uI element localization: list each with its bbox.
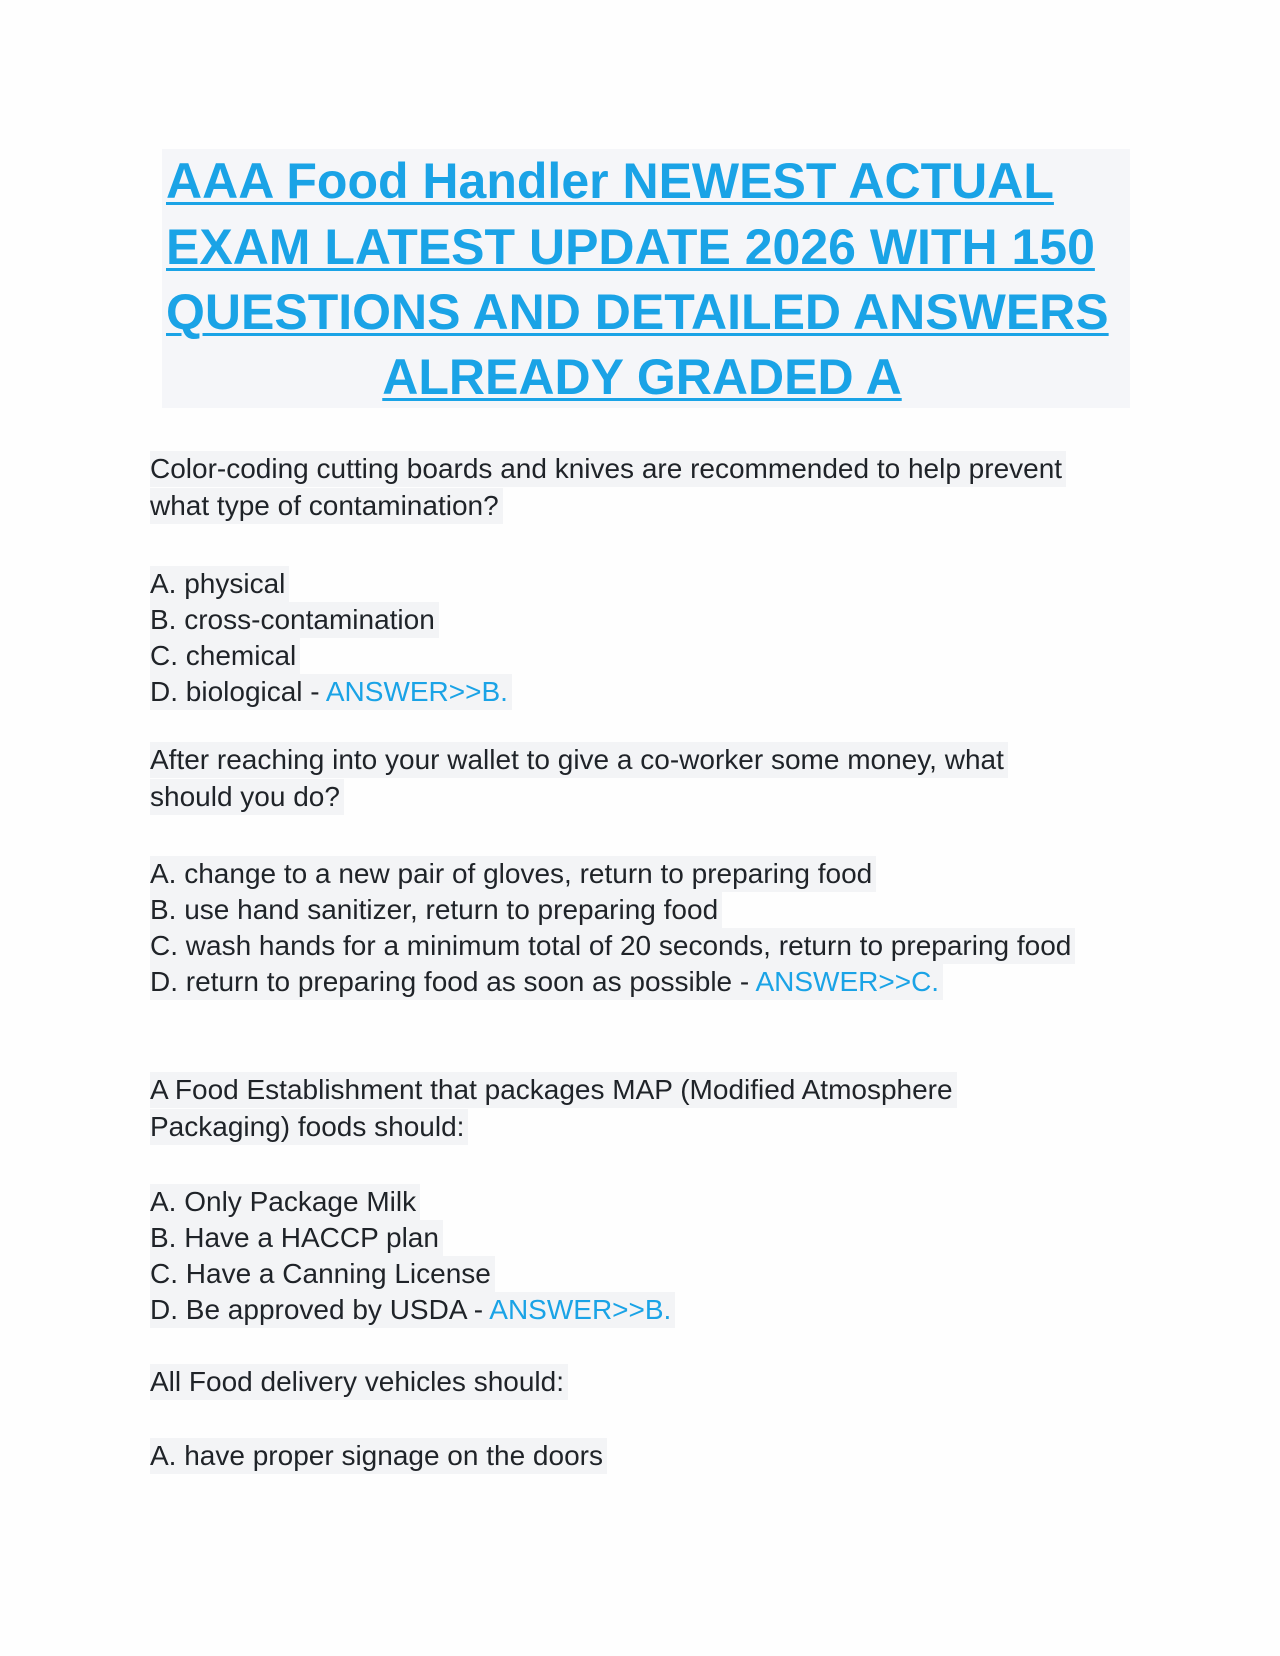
question-text: what type of contamination? (150, 488, 503, 524)
option-item: C. Have a Canning License (150, 1256, 495, 1292)
option-item: A. have proper signage on the doors (150, 1438, 607, 1474)
question-text: Color-coding cutting boards and knives are recommended to help prevent (150, 451, 1066, 487)
option-item: B. Have a HACCP plan (150, 1220, 443, 1256)
option-item: A. change to a new pair of gloves, return to preparing food (150, 856, 876, 892)
option-item: B. use hand sanitizer, return to preparing food (150, 892, 722, 928)
page-title (162, 149, 1130, 408)
title-line: AAA Food Handler NEWEST ACTUAL (166, 153, 1054, 209)
option-item-with-answer (150, 674, 512, 710)
option-text: D. return to preparing food as soon as possible - (150, 966, 756, 997)
answer-label: ANSWER>>B. (489, 1294, 672, 1325)
option-item: A. physical (150, 566, 289, 602)
question-text: Packaging) foods should: (150, 1109, 468, 1145)
option-item-with-answer (150, 964, 943, 1000)
option-item: C. chemical (150, 638, 300, 674)
option-text: D. biological - (150, 676, 326, 707)
option-item-with-answer (150, 1292, 675, 1328)
option-item: A. Only Package Milk (150, 1184, 420, 1220)
option-item: C. wash hands for a minimum total of 20 seconds, return to preparing food (150, 928, 1075, 964)
question-text: All Food delivery vehicles should: (150, 1364, 568, 1400)
option-text: D. Be approved by USDA - (150, 1294, 490, 1325)
question-text: should you do? (150, 779, 344, 815)
option-item: B. cross-contamination (150, 602, 439, 638)
answer-label: ANSWER>>C. (755, 966, 940, 997)
answer-label: ANSWER>>B. (325, 676, 508, 707)
title-line: QUESTIONS AND DETAILED ANSWERS (166, 284, 1109, 340)
question-text: After reaching into your wallet to give a co-worker some money, what (150, 742, 1008, 778)
title-line: EXAM LATEST UPDATE 2026 WITH 150 (166, 219, 1095, 275)
title-line: ALREADY GRADED A (382, 349, 902, 405)
question-text: A Food Establishment that packages MAP (Modified Atmosphere (150, 1072, 957, 1108)
